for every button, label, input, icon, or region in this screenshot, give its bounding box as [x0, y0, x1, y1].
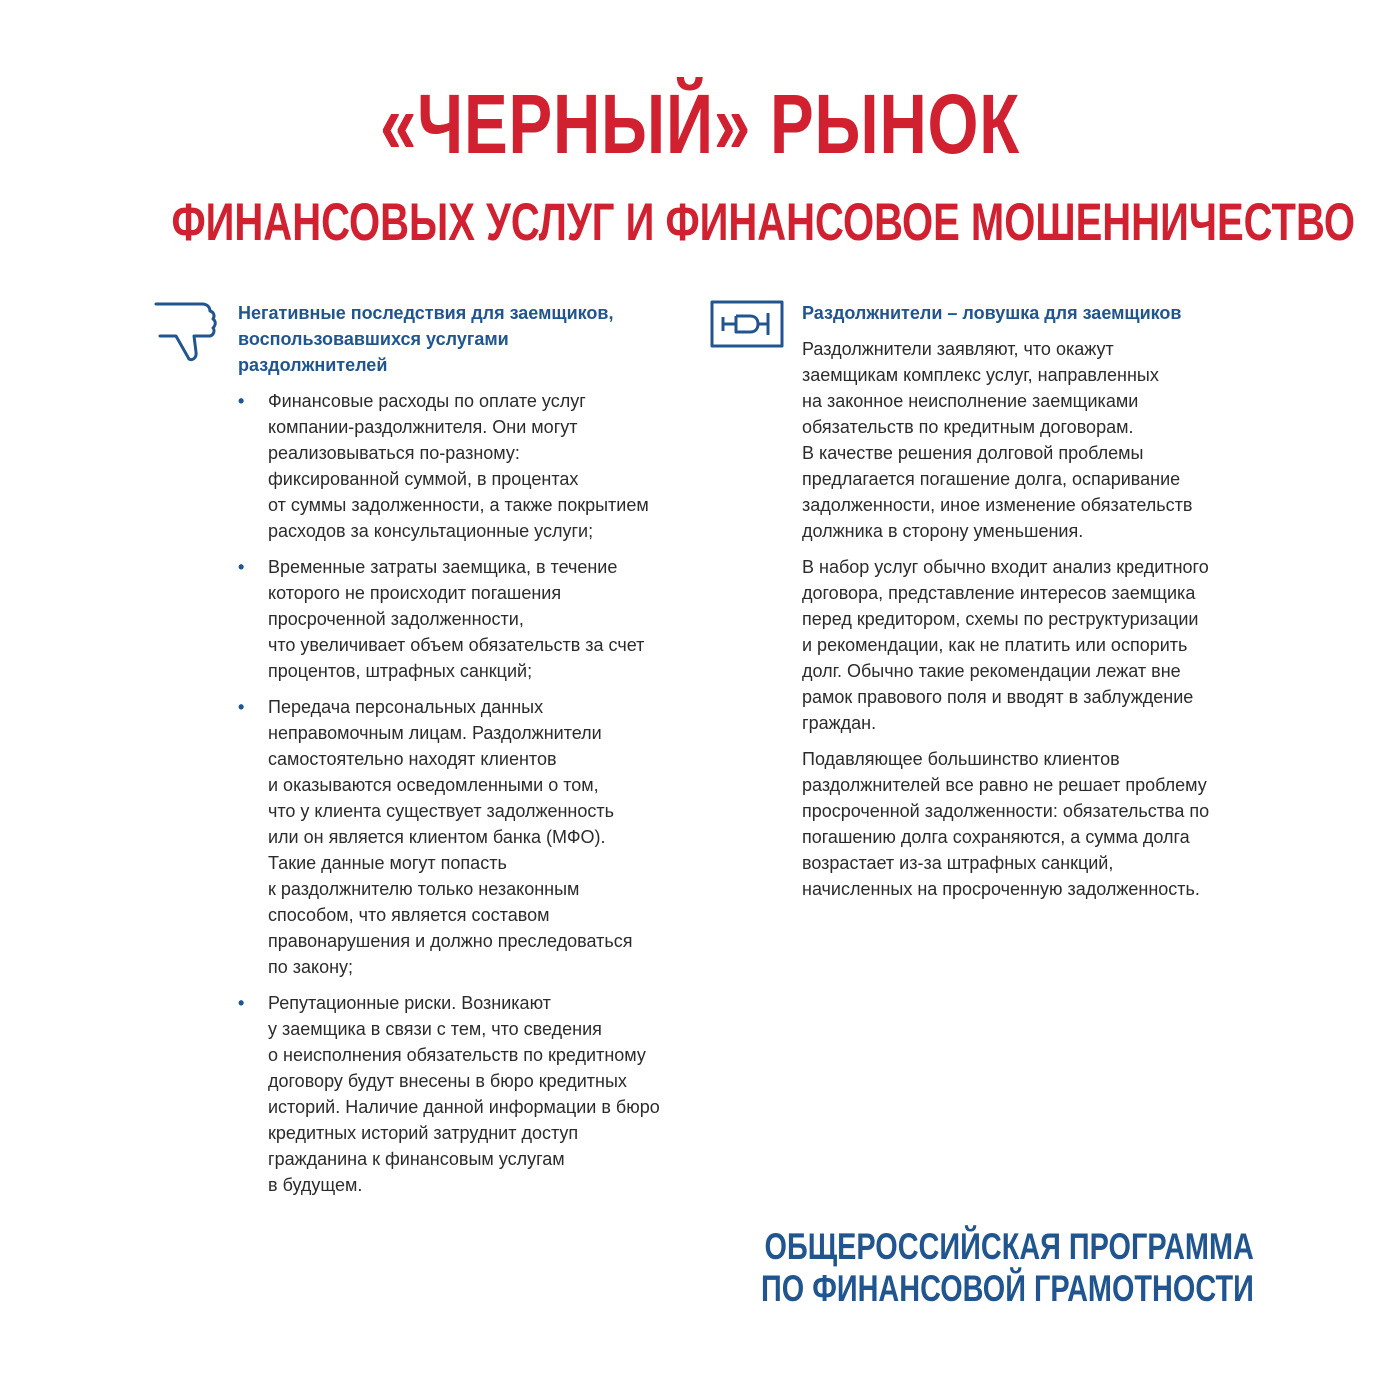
- left-heading-line: раздолжнителей: [238, 355, 388, 375]
- list-item-line: о неисполнения обязательств по кредитному: [268, 1045, 646, 1065]
- paragraph-line: граждан.: [802, 713, 877, 733]
- paragraph-line: В набор услуг обычно входит анализ кредитного: [802, 557, 1209, 577]
- bullet-icon: •: [238, 391, 245, 411]
- paragraph-line: и рекомендации, как не платить или оспорить: [802, 635, 1188, 655]
- list-item-line: что увеличивает объем обязательств за счет: [268, 635, 645, 655]
- list-item-line: по закону;: [268, 957, 354, 977]
- page-title: «ЧЕРНЫЙ» РЫНОК: [379, 77, 1021, 171]
- right-body: [802, 336, 1272, 912]
- list-item-line: просроченной задолженности,: [268, 609, 524, 629]
- list-item-line: гражданина к финансовым услугам: [268, 1149, 565, 1169]
- list-item-line: что у клиента существует задолженность: [268, 801, 615, 821]
- paragraph-line: возрастает из-за штрафных санкций,: [802, 853, 1114, 873]
- paragraph-line: просроченной задолженности: обязательства по: [802, 801, 1210, 821]
- paragraph-line: долг. Обычно такие рекомендации лежат вне: [802, 661, 1181, 681]
- thumbs-down-icon: [154, 300, 218, 369]
- list-item: [238, 554, 708, 684]
- list-item-line: договору будут внесены в бюро кредитных: [268, 1071, 627, 1091]
- list-item-line: Такие данные могут попасть: [268, 853, 507, 873]
- bullet-icon: •: [238, 557, 245, 577]
- paragraph-line: заемщикам комплекс услуг, направленных: [802, 365, 1159, 385]
- list-item: [238, 990, 708, 1198]
- program-name-line: ПО ФИНАНСОВОЙ ГРАМОТНОСТИ: [761, 1268, 1254, 1309]
- list-item-line: самостоятельно находят клиентов: [268, 749, 557, 769]
- list-item-line: кредитных историй затруднит доступ: [268, 1123, 579, 1143]
- list-item-line: Временные затраты заемщика, в течение: [268, 557, 618, 577]
- list-item-line: фиксированной суммой, в процентах: [268, 469, 579, 489]
- paragraph-line: задолженности, иное изменение обязательств: [802, 495, 1193, 515]
- list-item-line: к раздолжнителю только незаконным: [268, 879, 580, 899]
- list-item-line: Репутационные риски. Возникают: [268, 993, 551, 1013]
- list-item: [238, 388, 708, 544]
- bullet-icon: •: [238, 993, 245, 1013]
- paragraph-line: Подавляющее большинство клиентов: [802, 749, 1120, 769]
- paragraph-line: начисленных на просроченную задолженность.: [802, 879, 1200, 899]
- trap-icon: [710, 300, 784, 355]
- list-item-line: компании-раздолжнителя. Они могут: [268, 417, 578, 437]
- paragraph-line: В качестве решения долговой проблемы: [802, 443, 1144, 463]
- paragraph-line: раздолжнителей все равно не решает проблему: [802, 775, 1207, 795]
- list-item-line: или он является клиентом банка (МФО).: [268, 827, 606, 847]
- list-item-line: Передача персональных данных: [268, 697, 544, 717]
- paragraph-line: предлагается погашение долга, оспаривание: [802, 469, 1181, 489]
- paragraph-line: обязательств по кредитным договорам.: [802, 417, 1134, 437]
- program-name-line: ОБЩЕРОССИЙСКАЯ ПРОГРАММА: [764, 1226, 1254, 1267]
- paragraph: [802, 336, 1272, 544]
- paragraph-line: на законное неисполнение заемщиками: [802, 391, 1139, 411]
- list-item-line: расходов за консультационные услуги;: [268, 521, 594, 541]
- list-item-line: у заемщика в связи с тем, что сведения: [268, 1019, 602, 1039]
- paragraph-line: Раздолжнители заявляют, что окажут: [802, 339, 1114, 359]
- list-item-line: которого не происходит погашения: [268, 583, 562, 603]
- paragraph: [802, 554, 1272, 736]
- list-item: [238, 694, 708, 980]
- paragraph-line: перед кредитором, схемы по реструктуризации: [802, 609, 1199, 629]
- left-heading-line: воспользовавшихся услугами: [238, 329, 509, 349]
- paragraph-line: погашению долга сохраняются, а сумма долга: [802, 827, 1190, 847]
- paragraph-line: должника в сторону уменьшения.: [802, 521, 1084, 541]
- page-subtitle: ФИНАНСОВЫХ УСЛУГ И ФИНАНСОВОЕ МОШЕННИЧЕСТВО: [171, 193, 1356, 252]
- left-heading-line: Негативные последствия для заемщиков,: [238, 303, 614, 323]
- paragraph-line: рамок правового поля и вводят в заблуждение: [802, 687, 1194, 707]
- paragraph-line: договора, представление интересов заемщика: [802, 583, 1196, 603]
- program-logo-text: [761, 1226, 1254, 1310]
- right-heading: Раздолжнители – ловушка для заемщиков: [802, 303, 1182, 323]
- consequences-list: [238, 388, 708, 1208]
- list-item-line: способом, что является составом: [268, 905, 550, 925]
- list-item-line: историй. Наличие данной информации в бюро: [268, 1097, 660, 1117]
- left-heading: [238, 300, 613, 378]
- list-item-line: неправомочным лицам. Раздолжнители: [268, 723, 602, 743]
- list-item-line: от суммы задолженности, а также покрытием: [268, 495, 649, 515]
- paragraph: [802, 746, 1272, 902]
- list-item-line: процентов, штрафных санкций;: [268, 661, 533, 681]
- list-item-line: Финансовые расходы по оплате услуг: [268, 391, 586, 411]
- bullet-icon: •: [238, 697, 245, 717]
- list-item-line: правонарушения и должно преследоваться: [268, 931, 633, 951]
- list-item-line: в будущем.: [268, 1175, 363, 1195]
- list-item-line: реализовываться по-разному:: [268, 443, 520, 463]
- list-item-line: и оказываются осведомленными о том,: [268, 775, 599, 795]
